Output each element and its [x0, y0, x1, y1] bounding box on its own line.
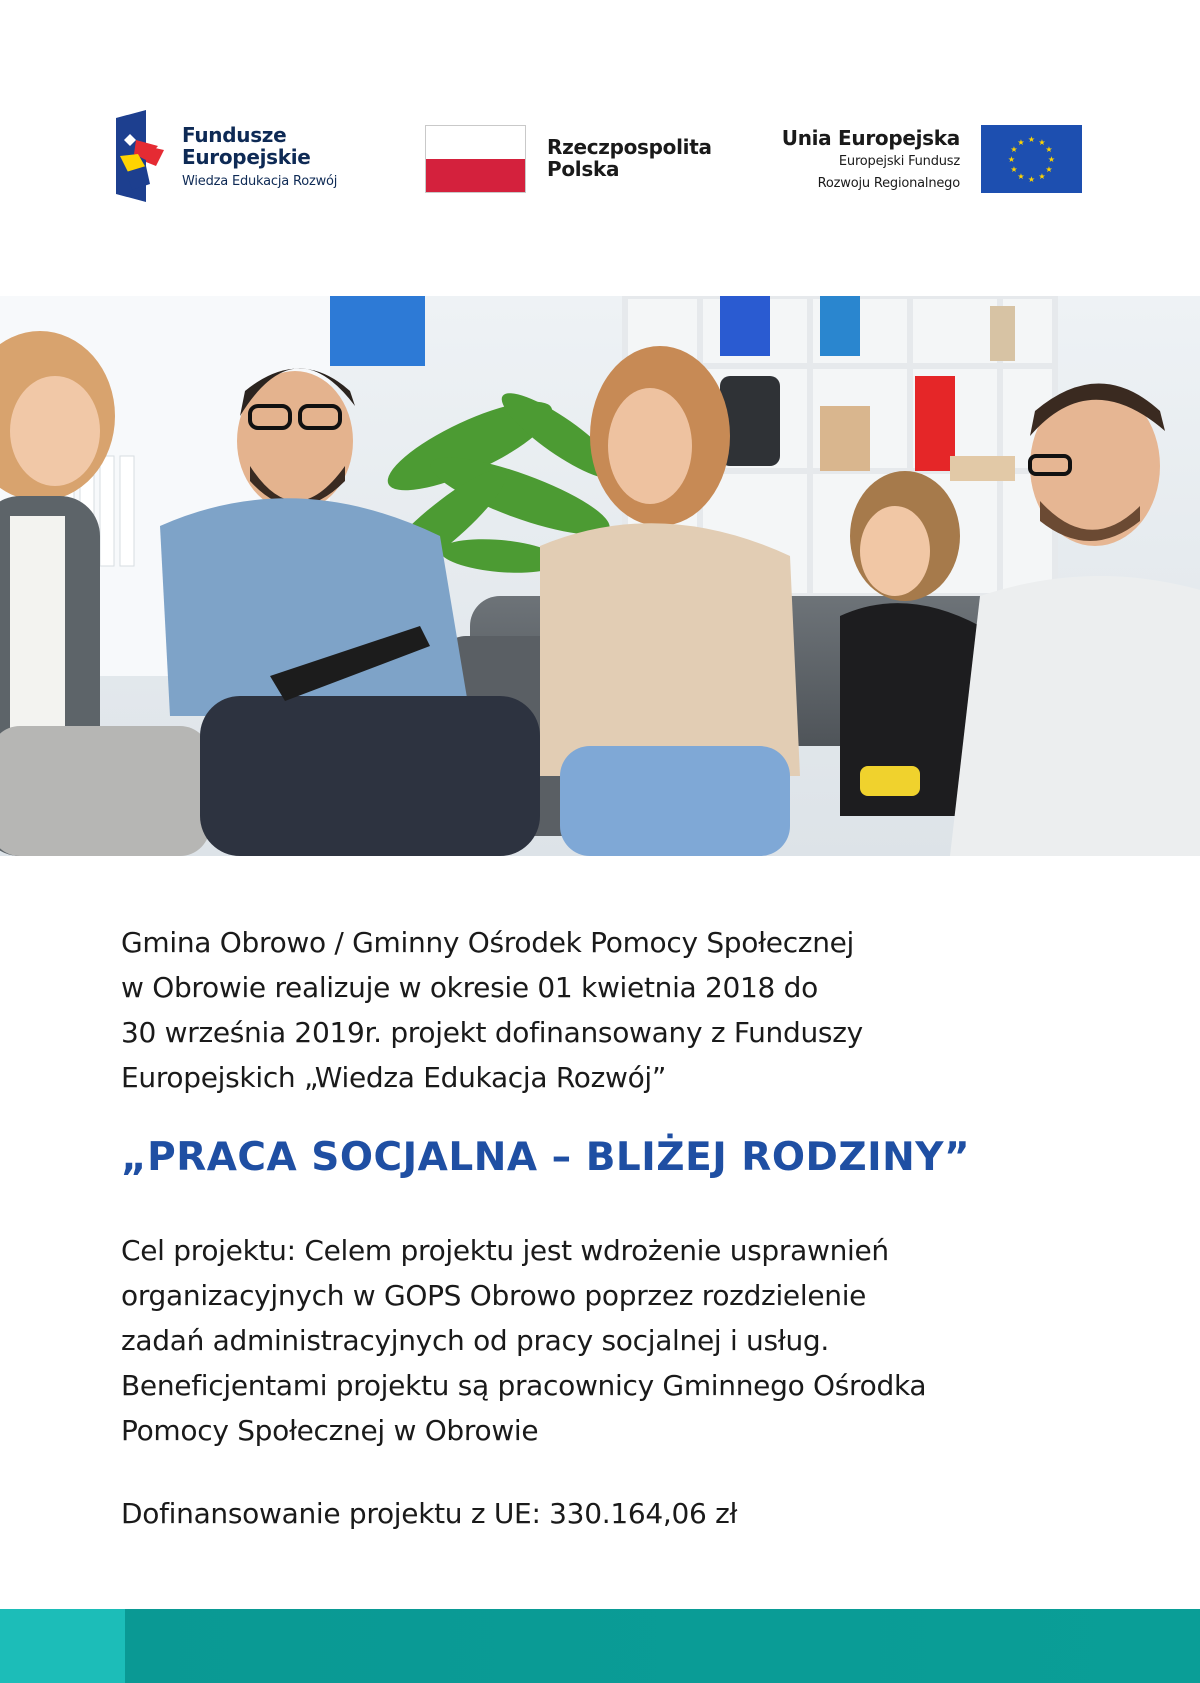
footer-accent — [0, 1609, 125, 1683]
poland-flag-icon — [425, 125, 526, 193]
intro-paragraph: Gmina Obrowo / Gminny Ośrodek Pomocy Społecznej w Obrowie realizuje w okresie 01 kwietnia 2018 do 30 września 2019r. projekt dofinansowany z Funduszy Europejskich „Wiedza Edukacja Rozwój” — [121, 926, 863, 1094]
svg-text:★: ★ — [1045, 165, 1053, 174]
svg-text:★: ★ — [1027, 135, 1036, 144]
fundusze-europejskie-logo-icon — [116, 110, 164, 202]
fe-title-line1: Fundusze — [182, 123, 287, 147]
fe-title-line2: Europejskie — [182, 145, 311, 169]
svg-text:★: ★ — [1038, 172, 1046, 181]
project-title: „PRACA SOCJALNA – BLIŻEJ RODZINY” — [121, 1135, 971, 1180]
fundusze-europejskie-text — [182, 124, 337, 192]
svg-text:★: ★ — [1010, 165, 1018, 174]
eu-title: Unia Europejska — [781, 126, 960, 150]
svg-text:★: ★ — [1017, 172, 1025, 181]
pl-line1: Rzeczpospolita — [547, 135, 712, 159]
eu-flag-icon — [981, 125, 1082, 193]
eu-sub-line1: Europejski Fundusz — [838, 154, 960, 169]
family-counseling-photo — [0, 296, 1200, 856]
logo-bar — [0, 0, 1200, 296]
footer-band — [0, 1609, 1200, 1683]
rzeczpospolita-polska-text — [547, 136, 712, 180]
pl-line2: Polska — [547, 157, 620, 181]
eu-sub-line2: Rozwoju Regionalnego — [817, 176, 960, 191]
funding-amount: Dofinansowanie projektu z UE: 330.164,06 zł — [121, 1497, 738, 1530]
svg-text:★: ★ — [1010, 145, 1018, 154]
svg-text:★: ★ — [1027, 175, 1036, 184]
svg-text:★: ★ — [1047, 155, 1056, 164]
fe-subtitle: Wiedza Edukacja Rozwój — [182, 174, 338, 189]
svg-text:★: ★ — [1017, 138, 1025, 147]
project-goal-paragraph: Cel projektu: Celem projektu jest wdrożenie usprawnień organizacyjnych w GOPS Obrowo poprzez rozdzielenie zadań administracyjnych od pracy socjalnej i usług. Beneficjentami projektu są pracownicy Gminnego Ośrodka Pomocy Społecznej w Obrowie — [121, 1234, 927, 1447]
unia-europejska-text — [782, 126, 960, 194]
svg-text:★: ★ — [1007, 155, 1016, 164]
svg-text:★: ★ — [1038, 138, 1046, 147]
svg-text:★: ★ — [1045, 145, 1053, 154]
